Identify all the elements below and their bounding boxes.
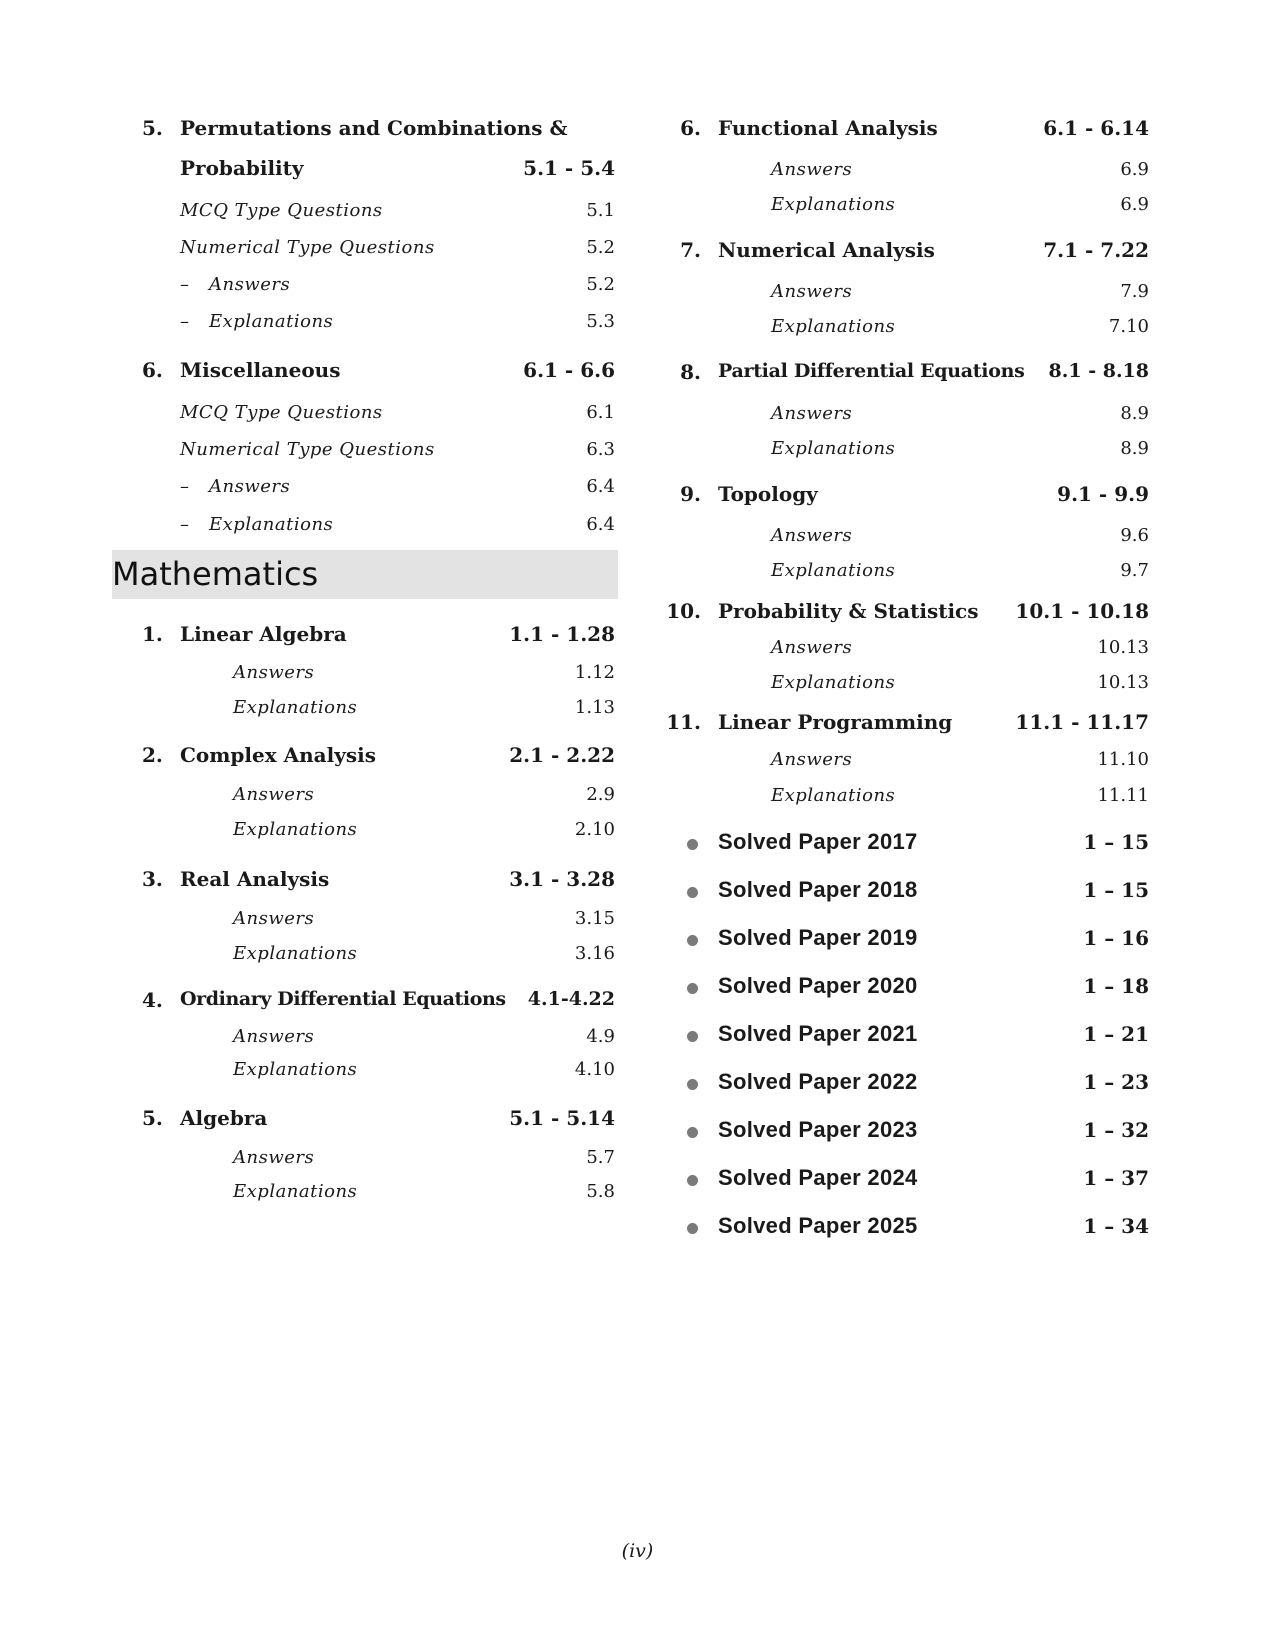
bullet-icon: [687, 935, 698, 946]
toc-subentry: Explanations: [771, 438, 896, 459]
solved-paper-label: Solved Paper 2017: [718, 829, 918, 854]
toc-subentry: Explanations: [209, 514, 334, 535]
chapter-number: 6.: [142, 358, 163, 382]
toc-subentry: Explanations: [209, 311, 334, 332]
toc-subentry: MCQ Type Questions: [180, 402, 383, 423]
toc-page: 9.7: [1120, 560, 1149, 581]
chapter-page-range: 5.1 - 5.4: [523, 156, 615, 180]
chapter-page-range: 3.1 - 3.28: [509, 867, 615, 891]
dash-marker: –: [180, 311, 190, 332]
toc-subentry: Answers: [233, 784, 315, 805]
toc-subentry: Explanations: [233, 819, 358, 840]
bullet-icon: [687, 983, 698, 994]
toc-page: 4.9: [586, 1026, 615, 1047]
solved-paper-pages: 1 – 37: [1083, 1166, 1149, 1190]
toc-subentry: Answers: [233, 662, 315, 683]
toc-subentry: Explanations: [771, 672, 896, 693]
chapter-title: Permutations and Combinations &: [180, 116, 568, 140]
toc-page: 8.9: [1120, 438, 1149, 459]
dash-marker: –: [180, 514, 190, 535]
solved-paper-pages: 1 – 15: [1083, 878, 1149, 902]
toc-page: 5.2: [586, 274, 615, 295]
chapter-number: 2.: [142, 743, 163, 767]
chapter-page-range: 10.1 - 10.18: [1015, 599, 1149, 623]
chapter-title: Partial Differential Equations: [718, 360, 1025, 382]
bullet-icon: [687, 839, 698, 850]
toc-page: 1.12: [574, 662, 615, 683]
solved-paper-label: Solved Paper 2023: [718, 1117, 918, 1142]
toc-page: 3.16: [574, 943, 615, 964]
solved-paper-pages: 1 – 23: [1083, 1070, 1149, 1094]
chapter-title-cont: Probability: [180, 156, 304, 180]
solved-paper-pages: 1 – 18: [1083, 974, 1149, 998]
toc-subentry: Answers: [209, 476, 291, 497]
chapter-number: 1.: [142, 622, 163, 646]
toc-page: 6.3: [586, 439, 615, 460]
chapter-title: Miscellaneous: [180, 358, 341, 382]
toc-page: 11.11: [1097, 785, 1149, 806]
toc-page: 9.6: [1120, 525, 1149, 546]
toc-page: 5.3: [586, 311, 615, 332]
chapter-number: 11.: [666, 710, 701, 734]
toc-subentry: Explanations: [771, 560, 896, 581]
dash-marker: –: [180, 476, 190, 497]
toc-page: 8.9: [1120, 403, 1149, 424]
chapter-title: Numerical Analysis: [718, 238, 935, 262]
toc-subentry: Answers: [233, 1147, 315, 1168]
chapter-title: Complex Analysis: [180, 743, 376, 767]
solved-paper-label: Solved Paper 2024: [718, 1165, 918, 1190]
toc-page: 2.9: [586, 784, 615, 805]
solved-paper-label: Solved Paper 2020: [718, 973, 918, 998]
chapter-number: 9.: [680, 482, 701, 506]
toc-subentry: Answers: [771, 525, 853, 546]
solved-paper-pages: 1 – 16: [1083, 926, 1149, 950]
toc-page: 5.7: [586, 1147, 615, 1168]
page-number: (iv): [621, 1540, 654, 1562]
chapter-title: Probability & Statistics: [718, 599, 979, 623]
solved-paper-label: Solved Paper 2018: [718, 877, 918, 902]
toc-page: 4.10: [574, 1059, 615, 1080]
chapter-page-range: 7.1 - 7.22: [1043, 238, 1149, 262]
toc-page: 5.8: [586, 1181, 615, 1202]
toc-page: 6.1: [586, 402, 615, 423]
chapter-page-range: 4.1-4.22: [527, 988, 615, 1010]
toc-page: 6.4: [586, 476, 615, 497]
chapter-title: Functional Analysis: [718, 116, 938, 140]
chapter-number: 3.: [142, 867, 163, 891]
toc-page: 3.15: [574, 908, 615, 929]
chapter-page-range: 11.1 - 11.17: [1015, 710, 1149, 734]
toc-page: 6.9: [1120, 194, 1149, 215]
toc-page: 10.13: [1097, 637, 1149, 658]
toc-page: 7.10: [1108, 316, 1149, 337]
toc-subentry: Explanations: [771, 316, 896, 337]
chapter-page-range: 6.1 - 6.6: [523, 358, 615, 382]
solved-paper-pages: 1 – 15: [1083, 830, 1149, 854]
toc-subentry: Answers: [771, 281, 853, 302]
bullet-icon: [687, 1031, 698, 1042]
toc-subentry: Answers: [209, 274, 291, 295]
chapter-title: Linear Programming: [718, 710, 953, 734]
toc-subentry: Answers: [233, 908, 315, 929]
solved-paper-label: Solved Paper 2025: [718, 1213, 918, 1238]
chapter-page-range: 6.1 - 6.14: [1043, 116, 1149, 140]
solved-paper-pages: 1 – 34: [1083, 1214, 1149, 1238]
toc-subentry: Numerical Type Questions: [180, 439, 435, 460]
solved-paper-label: Solved Paper 2021: [718, 1021, 918, 1046]
toc-subentry: Answers: [771, 637, 853, 658]
chapter-number: 4.: [142, 988, 163, 1012]
toc-page: 1.13: [574, 697, 615, 718]
bullet-icon: [687, 1127, 698, 1138]
chapter-page-range: 1.1 - 1.28: [509, 622, 615, 646]
solved-paper-label: Solved Paper 2019: [718, 925, 918, 950]
solved-paper-pages: 1 – 32: [1083, 1118, 1149, 1142]
chapter-title: Ordinary Differential Equations: [180, 988, 506, 1010]
toc-subentry: Numerical Type Questions: [180, 237, 435, 258]
chapter-number: 5.: [142, 1106, 163, 1130]
section-banner: [112, 550, 618, 599]
section-title: Mathematics: [112, 555, 319, 593]
chapter-page-range: 2.1 - 2.22: [509, 743, 615, 767]
chapter-page-range: 9.1 - 9.9: [1057, 482, 1149, 506]
toc-page: 6.9: [1120, 159, 1149, 180]
solved-paper-label: Solved Paper 2022: [718, 1069, 918, 1094]
toc-subentry: Explanations: [771, 785, 896, 806]
toc-subentry: MCQ Type Questions: [180, 200, 383, 221]
toc-page: 7.9: [1120, 281, 1149, 302]
chapter-page-range: 8.1 - 8.18: [1048, 360, 1149, 382]
chapter-number: 8.: [680, 360, 701, 384]
toc-page: 11.10: [1097, 749, 1149, 770]
toc-subentry: Answers: [233, 1026, 315, 1047]
chapter-title: Algebra: [180, 1106, 268, 1130]
chapter-title: Linear Algebra: [180, 622, 347, 646]
toc-subentry: Answers: [771, 403, 853, 424]
chapter-number: 10.: [666, 599, 701, 623]
toc-page: 5.1: [586, 200, 615, 221]
chapter-title: Topology: [718, 482, 818, 506]
toc-page: 10.13: [1097, 672, 1149, 693]
chapter-number: 6.: [680, 116, 701, 140]
toc-subentry: Answers: [771, 159, 853, 180]
toc-subentry: Explanations: [233, 1059, 358, 1080]
toc-subentry: Explanations: [771, 194, 896, 215]
bullet-icon: [687, 1223, 698, 1234]
bullet-icon: [687, 887, 698, 898]
solved-paper-pages: 1 – 21: [1083, 1022, 1149, 1046]
chapter-page-range: 5.1 - 5.14: [509, 1106, 615, 1130]
dash-marker: –: [180, 274, 190, 295]
toc-page: 6.4: [586, 514, 615, 535]
chapter-title: Real Analysis: [180, 867, 330, 891]
chapter-number: 7.: [680, 238, 701, 262]
toc-page: 5.2: [586, 237, 615, 258]
toc-page: 2.10: [574, 819, 615, 840]
bullet-icon: [687, 1079, 698, 1090]
toc-subentry: Explanations: [233, 943, 358, 964]
toc-subentry: Explanations: [233, 697, 358, 718]
toc-subentry: Explanations: [233, 1181, 358, 1202]
toc-subentry: Answers: [771, 749, 853, 770]
bullet-icon: [687, 1175, 698, 1186]
chapter-number: 5.: [142, 116, 163, 140]
